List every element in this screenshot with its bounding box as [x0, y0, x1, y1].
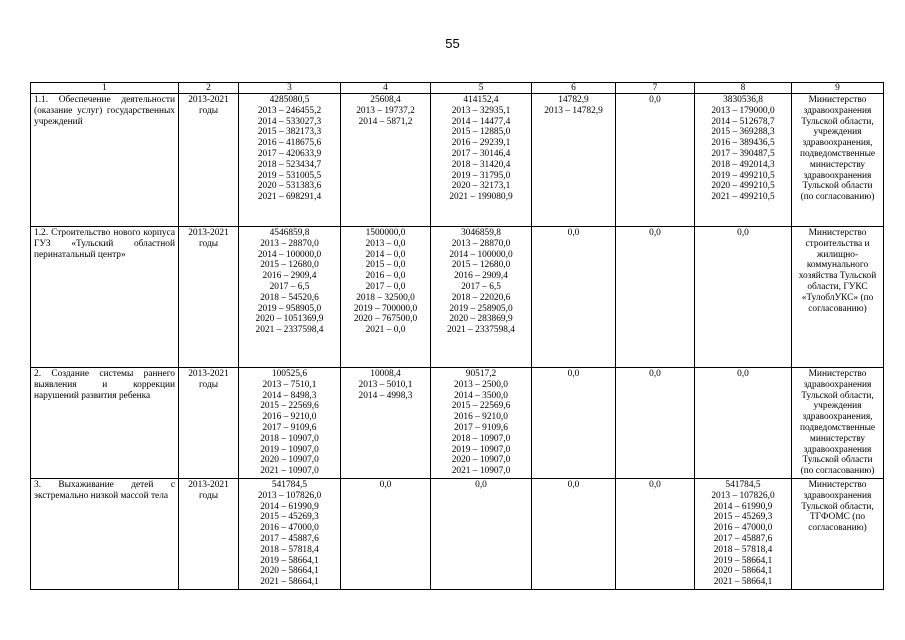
table-row — [31, 368, 884, 479]
funding-line: 2021 – 2337598,4 — [447, 325, 515, 336]
funding-cell-c7 — [616, 94, 695, 227]
funding-cell-c3 — [239, 478, 341, 589]
funding-line: 2014 – 512678,7 — [711, 116, 775, 127]
funding-line: 2013 – 32935,1 — [451, 105, 511, 116]
funding-line: 2013 – 19737,2 — [356, 105, 415, 116]
funding-line: 2019 – 958905,0 — [257, 303, 322, 314]
col-header: 1 — [31, 83, 179, 94]
funding-line: 2015 – 12680,0 — [260, 260, 319, 271]
funding-line: 2020 – 499210,5 — [711, 181, 775, 192]
header-row — [31, 83, 884, 94]
funding-line: 2014 – 8498,3 — [262, 390, 317, 401]
funding-line: 2016 – 2909,4 — [454, 271, 508, 282]
funding-line: 2016 – 9210,0 — [454, 412, 508, 423]
funding-cell-c5 — [431, 478, 532, 589]
funding-line: 2016 – 389436,5 — [711, 138, 775, 149]
funding-line: 2013 – 107826,0 — [711, 490, 775, 501]
funding-line: 2018 – 57818,4 — [713, 544, 773, 555]
funding-line: 90517,2 — [465, 369, 497, 379]
funding-line: 2021 – 199080,9 — [449, 192, 513, 203]
funding-line: 2015 – 45269,3 — [713, 512, 773, 523]
funding-line: 2015 – 369288,3 — [711, 127, 775, 138]
funding-line: 2015 – 382173,3 — [257, 127, 322, 138]
funding-line: 4285080,5 — [269, 95, 310, 105]
executor-cell: Министерство строительства и жилищно-коммунального хозяйства Тульской области, ГУКС «ТулоблУКС» (по согласованию) — [792, 227, 884, 368]
funding-line: 2018 – 57818,4 — [260, 544, 319, 555]
funding-line: 0,0 — [649, 479, 661, 490]
funding-line: 2016 – 418675,6 — [257, 138, 322, 149]
funding-line: 2018 – 32500,0 — [356, 292, 415, 303]
funding-line: 2015 – 12680,0 — [451, 260, 511, 271]
funding-line: 2020 – 10907,0 — [451, 455, 511, 466]
col-header: 4 — [341, 83, 431, 94]
funding-line: 2015 – 22569,6 — [260, 401, 319, 412]
funding-line: 10008,4 — [370, 369, 401, 379]
funding-line: 2016 – 47000,0 — [260, 523, 319, 534]
funding-line: 2020 – 283869,9 — [449, 314, 513, 325]
funding-line: 2014 – 3500,0 — [454, 390, 508, 401]
funding-line: 2017 – 30146,4 — [451, 148, 511, 159]
funding-line: 3046859,8 — [461, 228, 501, 238]
funding-line: 2014 – 61990,9 — [713, 501, 773, 512]
funding-line: 2014 – 4998,3 — [358, 390, 413, 401]
funding-line: 0,0 — [649, 369, 661, 379]
funding-line: 2016 – 29239,1 — [451, 138, 511, 149]
funding-line: 2018 – 10907,0 — [260, 433, 319, 444]
funding-line: 2021 – 58664,1 — [260, 577, 319, 588]
funding-line: 2018 – 22020,6 — [451, 292, 511, 303]
funding-line: 2017 – 390487,5 — [711, 148, 775, 159]
funding-line: 2015 – 12885,0 — [451, 127, 511, 138]
funding-line: 0,0 — [737, 228, 749, 238]
funding-line: 2020 – 58664,1 — [260, 566, 319, 577]
funding-cell-c7 — [616, 478, 695, 589]
funding-line: 2014 – 14477,4 — [451, 116, 511, 127]
funding-line: 2021 – 10907,0 — [260, 466, 319, 477]
col-header: 8 — [695, 83, 792, 94]
funding-line: 2017 – 9109,6 — [262, 422, 317, 433]
funding-line: 2017 – 6,5 — [269, 281, 310, 292]
col-header: 6 — [532, 83, 616, 94]
executor-cell: Министерство здравоохранения Тульской области, учреждения здравоохранения, подведомственные министерству здравоохранения Тульской области (по согласованию) — [792, 94, 884, 227]
funding-line: 2021 – 10907,0 — [451, 466, 511, 477]
funding-line: 2021 – 0,0 — [365, 325, 406, 336]
funding-line: 2018 – 31420,4 — [451, 159, 511, 170]
funding-line: 2015 – 45269,3 — [260, 512, 319, 523]
measure-name-cell: 3. Выхаживание детей с экстремально низкой массой тела — [31, 478, 179, 589]
funding-line: 2019 – 58664,1 — [713, 555, 773, 566]
measure-name-cell: 2. Создание системы раннего выявления и коррекции нарушений развития ребенка — [31, 368, 179, 479]
funding-line: 0,0 — [379, 479, 392, 490]
funding-line: 541784,5 — [271, 479, 308, 490]
funding-cell-c3 — [239, 227, 341, 368]
measure-name-cell: 1.1. Обеспечение деятельности (оказание услуг) государственных учреждений — [31, 94, 179, 227]
funding-line: 2019 – 499210,5 — [711, 170, 775, 181]
period-cell: 2013-2021 годы — [179, 94, 239, 227]
funding-line: 2017 – 0,0 — [365, 281, 406, 292]
funding-line: 2021 – 58664,1 — [713, 577, 773, 588]
funding-line: 2018 – 523434,7 — [257, 159, 322, 170]
col-header: 5 — [431, 83, 532, 94]
table-row — [31, 94, 884, 227]
funding-line: 14782,9 — [558, 95, 589, 105]
page-number: 55 — [445, 36, 460, 51]
measure-name-cell: 1.2. Строительство нового корпуса ГУЗ «Тульский областной перинатальный центр» — [31, 227, 179, 368]
col-header: 9 — [792, 83, 884, 94]
funding-cell-c3 — [239, 368, 341, 479]
funding-line: 2017 – 420633,9 — [257, 148, 322, 159]
funding-cell-c6 — [532, 478, 616, 589]
funding-cell-c5 — [431, 94, 532, 227]
funding-line: 2020 – 767500,0 — [353, 314, 418, 325]
table-row — [31, 478, 884, 589]
funding-line: 2020 – 58664,1 — [713, 566, 773, 577]
funding-cell-c8 — [695, 368, 792, 479]
funding-line: 0,0 — [567, 369, 580, 379]
funding-cell-c7 — [616, 368, 695, 479]
funding-cell-c3 — [239, 94, 341, 227]
funding-cell-c6 — [532, 94, 616, 227]
funding-line: 2021 – 499210,5 — [711, 192, 775, 203]
funding-line: 2020 – 32173,1 — [451, 181, 511, 192]
funding-line: 4546859,8 — [269, 228, 310, 238]
funding-line: 2019 – 58664,1 — [260, 555, 319, 566]
funding-line: 2020 – 10907,0 — [260, 455, 319, 466]
funding-cell-c4 — [341, 478, 431, 589]
funding-cell-c8 — [695, 227, 792, 368]
funding-line: 2021 – 2337598,4 — [255, 325, 324, 336]
funding-line: 0,0 — [737, 369, 749, 379]
funding-line: 0,0 — [567, 228, 580, 238]
funding-line: 2016 – 9210,0 — [262, 412, 317, 423]
funding-line: 2020 – 1051369,9 — [255, 314, 324, 325]
period-cell: 2013-2021 годы — [179, 478, 239, 589]
col-header: 3 — [239, 83, 341, 94]
funding-line: 2015 – 22569,6 — [451, 401, 511, 412]
col-header: 2 — [179, 83, 239, 94]
funding-line: 2021 – 698291,4 — [257, 192, 322, 203]
funding-line: 2017 – 45887,6 — [260, 533, 319, 544]
funding-line: 2013 – 2500,0 — [454, 379, 508, 390]
funding-line: 2013 – 246455,2 — [257, 105, 322, 116]
funding-line: 2016 – 47000,0 — [713, 523, 773, 534]
funding-line: 2019 – 31795,0 — [451, 170, 511, 181]
funding-line: 2019 – 10907,0 — [260, 444, 319, 455]
funding-line: 2013 – 179000,0 — [711, 105, 775, 116]
funding-line: 1500000,0 — [365, 228, 406, 238]
funding-line: 2014 – 5871,2 — [358, 116, 413, 127]
funding-line: 2013 – 7510,1 — [262, 379, 317, 390]
funding-cell-c7 — [616, 227, 695, 368]
funding-cell-c8 — [695, 94, 792, 227]
col-header: 7 — [616, 83, 695, 94]
funding-line: 100525,6 — [271, 369, 308, 379]
executor-cell: Министерство здравоохранения Тульской области, ТГФОМС (по согласованию) — [792, 478, 884, 589]
funding-line: 0,0 — [649, 228, 661, 238]
funding-line: 2013 – 0,0 — [365, 238, 406, 249]
funding-line: 2014 – 100000,0 — [449, 249, 513, 260]
funding-cell-c5 — [431, 227, 532, 368]
funding-line: 2013 – 107826,0 — [257, 490, 322, 501]
funding-line: 2014 – 533027,3 — [257, 116, 322, 127]
funding-line: 0,0 — [649, 95, 661, 105]
funding-line: 0,0 — [475, 479, 487, 490]
funding-line: 2017 – 45887,6 — [713, 533, 773, 544]
period-cell: 2013-2021 годы — [179, 227, 239, 368]
funding-line: 2014 – 0,0 — [365, 249, 406, 260]
funding-line: 2013 – 5010,1 — [358, 379, 413, 390]
funding-line: 2014 – 61990,9 — [260, 501, 319, 512]
funding-line: 3830536,8 — [723, 95, 763, 105]
period-cell: 2013-2021 годы — [179, 368, 239, 479]
funding-line: 2013 – 28870,0 — [260, 238, 319, 249]
funding-cell-c8 — [695, 478, 792, 589]
funding-cell-c4 — [341, 368, 431, 479]
funding-cell-c5 — [431, 368, 532, 479]
funding-line: 2019 – 10907,0 — [451, 444, 511, 455]
funding-line: 2017 – 6,5 — [461, 281, 501, 292]
table-body — [31, 83, 884, 590]
funding-table — [30, 82, 884, 590]
funding-line: 2015 – 0,0 — [365, 260, 406, 271]
funding-line: 414152,4 — [463, 95, 499, 105]
funding-line: 2018 – 492014,3 — [711, 159, 775, 170]
funding-line: 0,0 — [567, 479, 580, 490]
funding-line: 2016 – 2909,4 — [262, 271, 317, 282]
funding-line: 2018 – 10907,0 — [451, 433, 511, 444]
funding-line: 2014 – 100000,0 — [257, 249, 322, 260]
funding-line: 2020 – 531383,6 — [257, 181, 322, 192]
executor-cell: Министерство здравоохранения Тульской области, учреждения здравоохранения, подведомственные министерству здравоохранения Тульской области (по согласованию) — [792, 368, 884, 479]
funding-line: 2013 – 14782,9 — [544, 105, 603, 116]
funding-cell-c4 — [341, 227, 431, 368]
funding-line: 2019 – 258905,0 — [449, 303, 513, 314]
funding-line: 2016 – 0,0 — [365, 271, 406, 282]
funding-cell-c6 — [532, 368, 616, 479]
funding-line: 2018 – 54520,6 — [260, 292, 319, 303]
funding-line: 2017 – 9109,6 — [454, 422, 508, 433]
table-row — [31, 227, 884, 368]
funding-line: 541784,5 — [725, 479, 761, 490]
funding-cell-c4 — [341, 94, 431, 227]
funding-cell-c6 — [532, 227, 616, 368]
funding-line: 2019 – 700000,0 — [353, 303, 418, 314]
funding-line: 25608,4 — [370, 95, 401, 105]
funding-line: 2019 – 531005,5 — [257, 170, 322, 181]
funding-line: 2013 – 28870,0 — [451, 238, 511, 249]
